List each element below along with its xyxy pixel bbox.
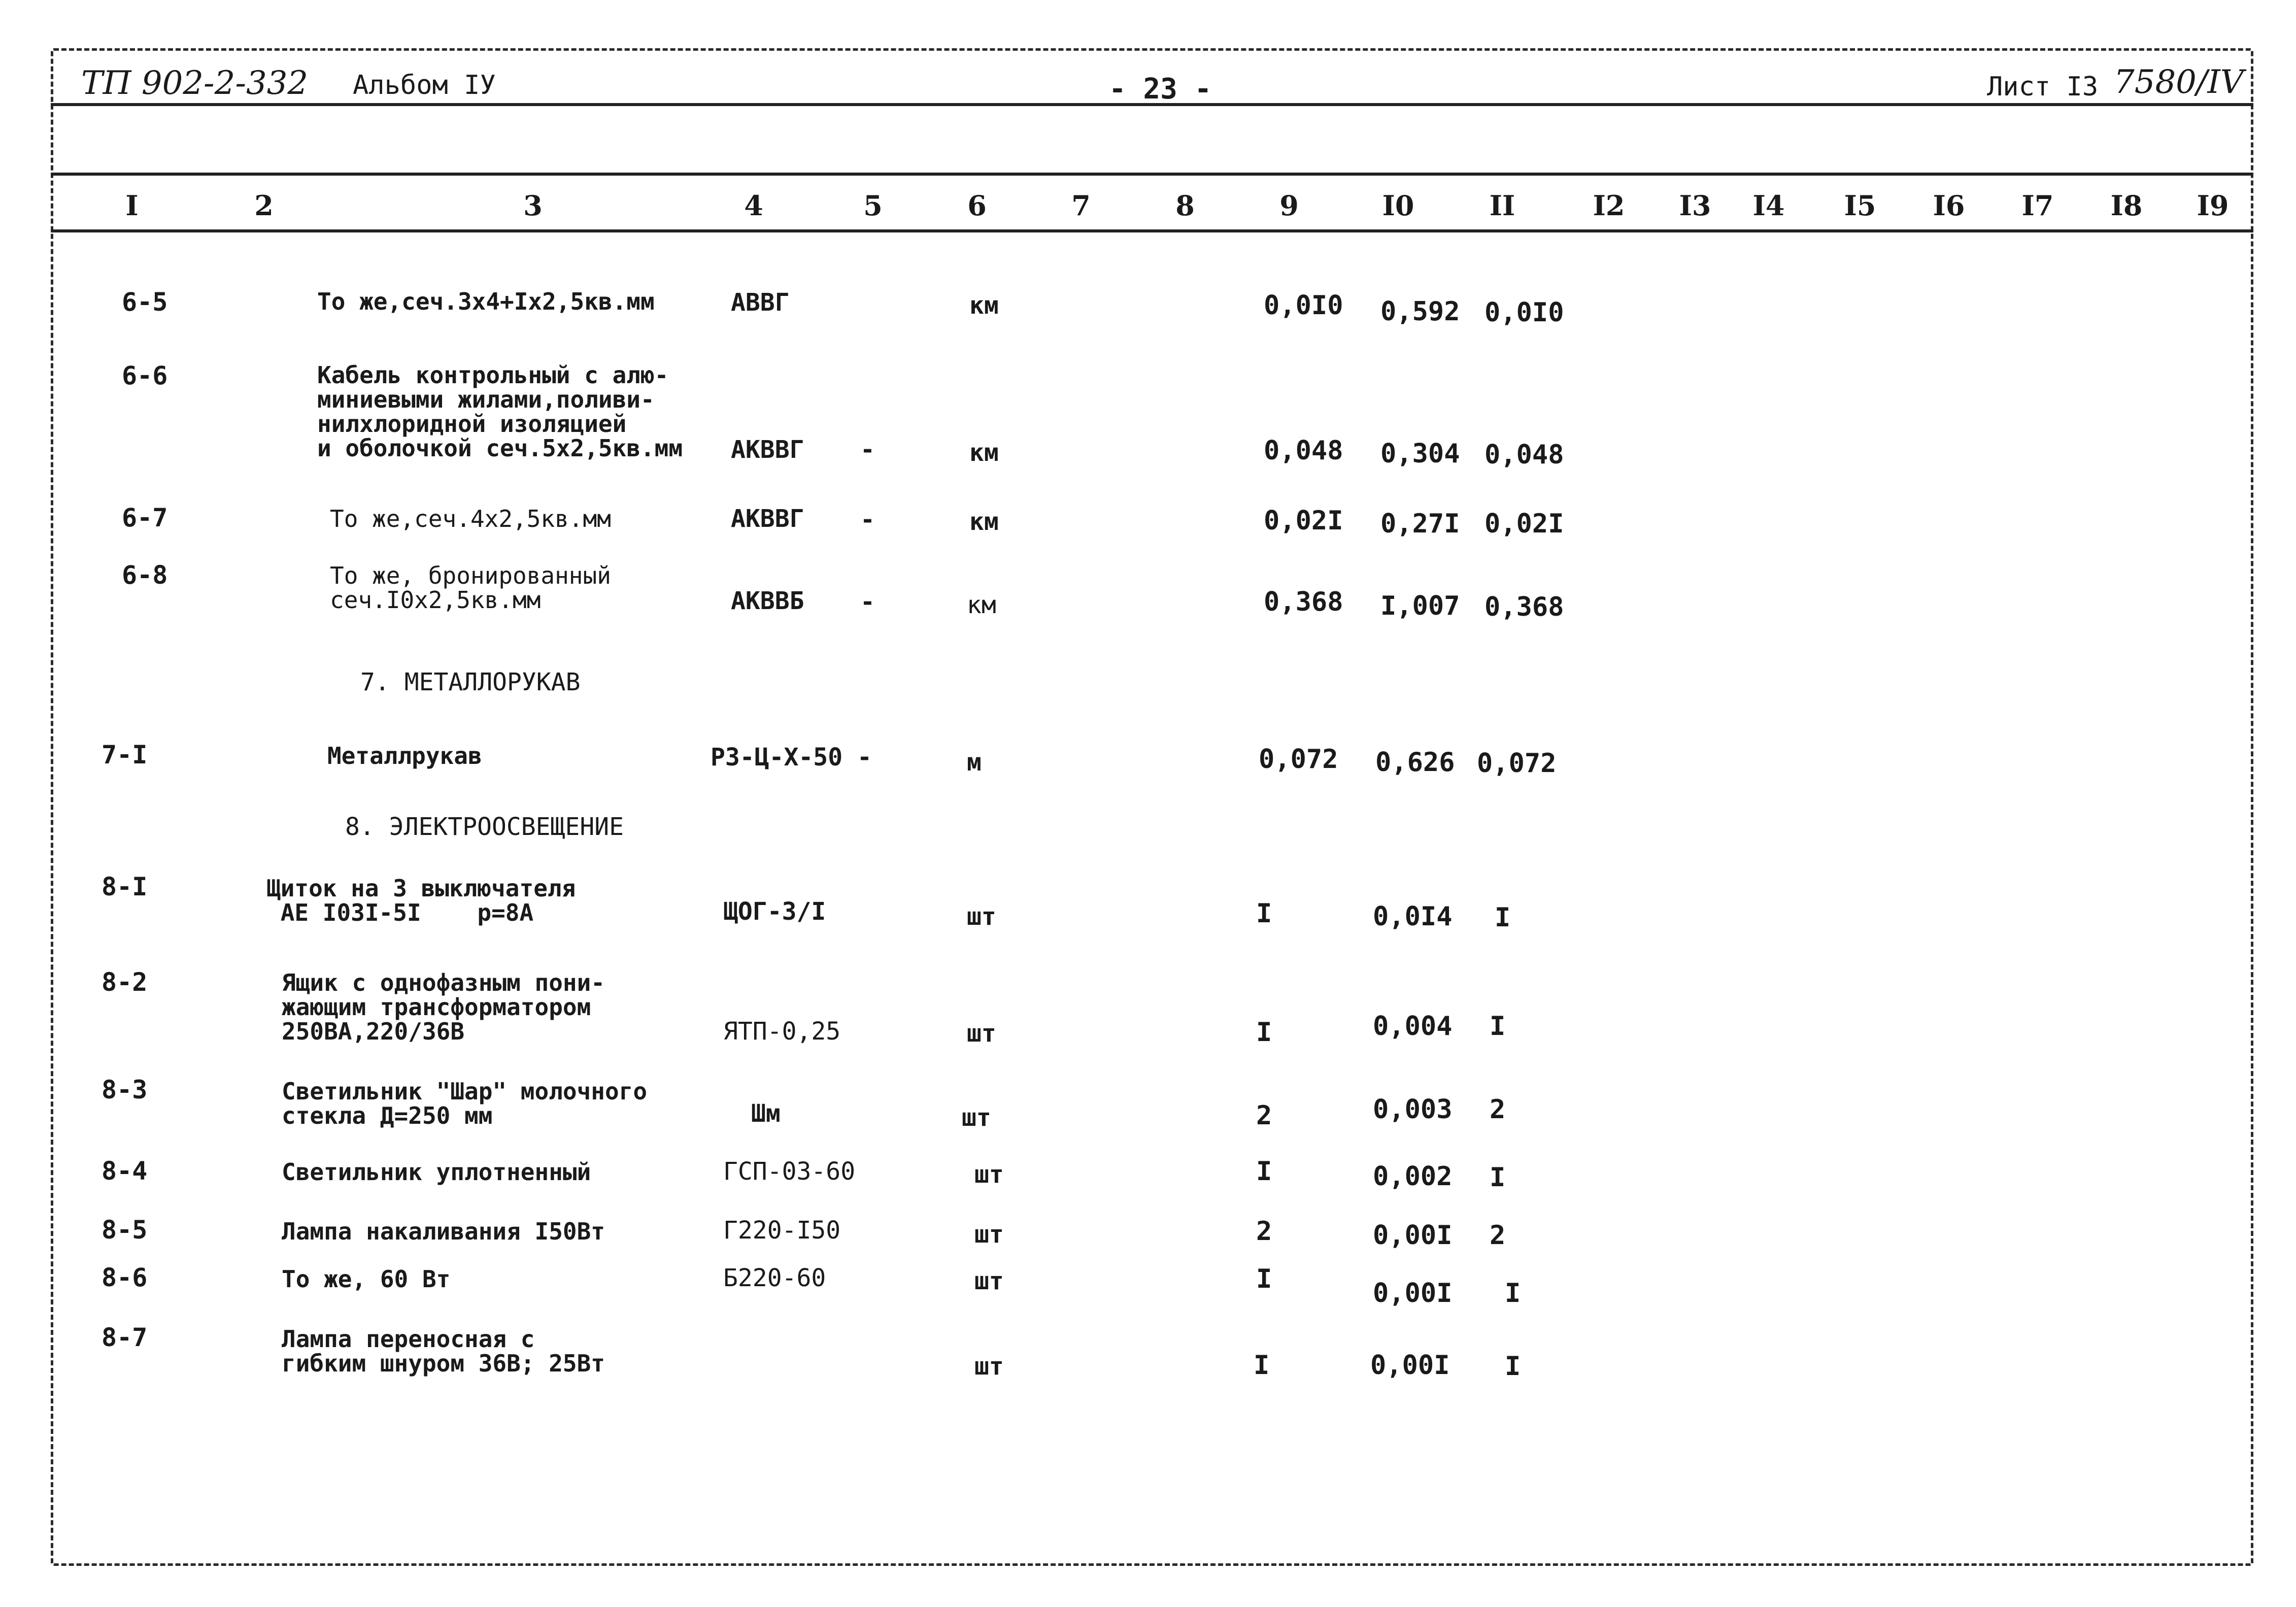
row-description: То же,сеч.4х2,5кв.мм xyxy=(330,505,611,532)
row-unit: шт xyxy=(967,902,996,931)
row-col10: 0,304 xyxy=(1380,439,1460,469)
row-dash: - xyxy=(860,588,875,616)
row-col9: 0,02I xyxy=(1264,506,1343,536)
row-mark: АКВВГ xyxy=(731,436,804,464)
page-number: - 23 - xyxy=(1109,73,1212,106)
row-col10: 0,002 xyxy=(1373,1161,1453,1192)
row-col10: I,007 xyxy=(1380,591,1460,621)
row-col9: 0,368 xyxy=(1264,587,1343,617)
row-position: 8-5 xyxy=(102,1215,148,1245)
row-description: Металлрукав xyxy=(327,742,482,769)
row-col11: I xyxy=(1505,1351,1521,1382)
row-col10: 0,003 xyxy=(1373,1094,1453,1125)
row-col10: 0,00I xyxy=(1373,1220,1453,1251)
row-unit: м xyxy=(967,748,982,777)
row-unit: шт xyxy=(974,1352,1004,1381)
row-dash: - xyxy=(860,506,875,534)
row-position: 8-4 xyxy=(102,1156,148,1186)
row-col10: 0,00I xyxy=(1373,1278,1453,1309)
row-mark: Шм xyxy=(751,1099,781,1128)
row-unit: км xyxy=(969,439,999,467)
row-mark: АКВВБ xyxy=(731,587,804,615)
col-header: I5 xyxy=(1844,189,1876,222)
col-header: 3 xyxy=(523,189,543,222)
row-col10: 0,004 xyxy=(1373,1011,1453,1042)
row-col11: 0,072 xyxy=(1477,748,1557,779)
col-header: 6 xyxy=(967,189,987,222)
row-mark: ГСП-03-60 xyxy=(723,1157,856,1186)
row-description: То же,сеч.3х4+Iх2,5кв.мм xyxy=(317,288,655,315)
row-unit: км xyxy=(967,591,996,619)
row-col11: I xyxy=(1495,902,1511,933)
row-col10: 0,626 xyxy=(1375,747,1455,778)
col-header: 9 xyxy=(1279,189,1299,222)
column-header-rule xyxy=(51,229,2253,232)
col-header: 5 xyxy=(863,189,883,222)
row-col9: 0,0I0 xyxy=(1264,290,1343,321)
row-col9: 2 xyxy=(1256,1100,1272,1131)
row-col9: 0,048 xyxy=(1264,436,1343,466)
col-header: I4 xyxy=(1752,189,1785,222)
row-unit: км xyxy=(969,291,999,320)
row-mark: Г220-I50 xyxy=(723,1216,841,1245)
col-header: I0 xyxy=(1382,189,1414,222)
row-col11: 0,048 xyxy=(1484,440,1564,470)
col-header: I xyxy=(125,189,139,222)
row-description: Ящик с однофазным пони- жающим трансформатором 250ВА,220/36В xyxy=(282,969,605,1045)
col-header: II xyxy=(1489,189,1515,222)
row-description: Лампа накаливания I50Вт xyxy=(282,1218,605,1245)
row-col11: 2 xyxy=(1490,1220,1506,1251)
table-top-rule xyxy=(51,173,2253,176)
row-col10: 0,0I4 xyxy=(1373,901,1453,932)
row-position: 8-3 xyxy=(102,1075,148,1104)
col-header: 7 xyxy=(1071,189,1091,222)
row-col10: 0,592 xyxy=(1380,296,1460,327)
row-description: Светильник уплотненный xyxy=(282,1158,591,1186)
row-description: То же, бронированный сеч.I0х2,5кв.мм xyxy=(330,562,611,614)
col-header: I9 xyxy=(2197,189,2229,222)
row-mark: АВВГ xyxy=(731,288,790,317)
row-mark: РЗ-Ц-Х-50 - xyxy=(711,743,872,772)
row-position: 6-7 xyxy=(122,503,168,532)
col-header: I6 xyxy=(1933,189,1965,222)
row-position: 8-6 xyxy=(102,1263,148,1292)
row-col11: I xyxy=(1490,1162,1506,1193)
row-mark: Б220-60 xyxy=(723,1264,826,1292)
row-position: 8-7 xyxy=(102,1323,148,1352)
sheet-label: Лист I3 xyxy=(1987,72,2099,102)
row-description: Кабель контрольный с алю- миниевыми жилами,поливи- нилхлоридной изоляцией и оболочкой сеч.5х2,5кв.мм xyxy=(317,361,683,462)
col-header: I3 xyxy=(1679,189,1711,222)
row-description: То же, 60 Вт xyxy=(282,1265,451,1293)
row-col9: 0,072 xyxy=(1259,744,1338,775)
section-title-lighting: 8. ЭЛЕКТРООСВЕЩЕНИЕ xyxy=(345,813,624,841)
row-col9: I xyxy=(1256,1017,1272,1048)
row-position: 6-8 xyxy=(122,560,168,590)
row-col9: I xyxy=(1256,898,1272,929)
row-unit: шт xyxy=(967,1019,996,1048)
row-mark: АКВВГ xyxy=(731,505,804,533)
col-header: 2 xyxy=(254,189,274,222)
row-col9: I xyxy=(1256,1156,1272,1187)
row-description: Щиток на 3 выключателя АЕ I03I-5I р=8А xyxy=(266,875,576,926)
row-col11: 0,0I0 xyxy=(1484,297,1564,328)
row-description: Светильник "Шар" молочного стекла Д=250 мм xyxy=(282,1078,648,1129)
row-col10: 0,00I xyxy=(1370,1350,1450,1381)
row-mark: ЯТП-0,25 xyxy=(723,1017,841,1046)
row-col11: I xyxy=(1490,1011,1506,1042)
row-position: 7-I xyxy=(102,740,148,769)
row-col11: I xyxy=(1505,1278,1521,1309)
row-col9: 2 xyxy=(1256,1216,1272,1247)
section-title-metal-hose: 7. МЕТАЛЛОРУКАВ xyxy=(360,668,581,696)
row-dash: - xyxy=(860,436,875,464)
row-description: Лампа переносная с гибким шнуром 36В; 25Вт xyxy=(282,1325,605,1377)
col-header: I8 xyxy=(2110,189,2143,222)
row-col11: 0,02I xyxy=(1484,509,1564,539)
row-position: 6-5 xyxy=(122,287,168,317)
row-position: 8-2 xyxy=(102,967,148,997)
row-mark: ЩОГ-3/I xyxy=(723,897,826,926)
col-header: 4 xyxy=(744,189,763,222)
row-position: 8-I xyxy=(102,872,148,901)
row-position: 6-6 xyxy=(122,361,168,390)
col-header: I2 xyxy=(1593,189,1625,222)
row-col11: 2 xyxy=(1490,1094,1506,1125)
doc-code: ТП 902-2-332 xyxy=(81,64,309,102)
row-col9: I xyxy=(1254,1350,1270,1381)
archive-number: 7580/IV xyxy=(2114,63,2244,101)
col-header: 8 xyxy=(1175,189,1195,222)
row-col11: 0,368 xyxy=(1484,592,1564,622)
row-unit: шт xyxy=(962,1103,991,1132)
row-unit: шт xyxy=(974,1267,1004,1295)
row-unit: шт xyxy=(974,1160,1004,1189)
row-unit: км xyxy=(969,508,999,536)
row-col10: 0,27I xyxy=(1380,509,1460,539)
album-label: Альбом IУ xyxy=(353,70,496,101)
row-col9: I xyxy=(1256,1264,1272,1294)
col-header: I7 xyxy=(2021,189,2054,222)
row-unit: шт xyxy=(974,1220,1004,1249)
